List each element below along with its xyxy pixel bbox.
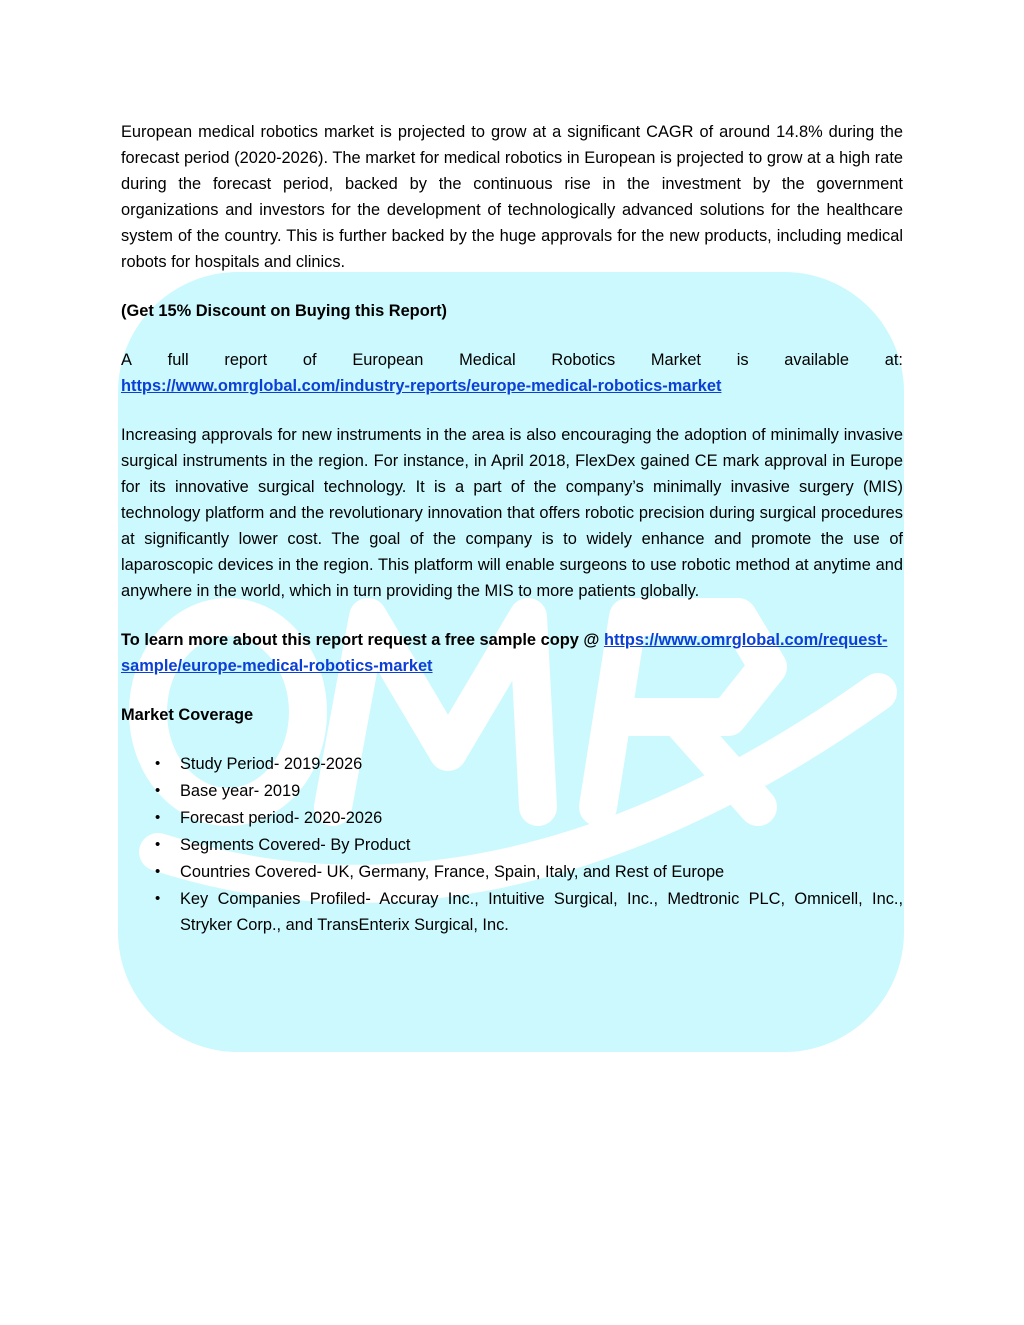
full-report-link[interactable]: https://www.omrglobal.com/industry-reports/europe-medical-robotics-market	[121, 377, 722, 395]
bullet-icon: •	[155, 755, 161, 772]
full-report-word: full	[167, 351, 189, 369]
list-item-text: Base year- 2019	[180, 782, 301, 800]
list-item	[121, 751, 903, 777]
full-report-word: report	[224, 351, 268, 369]
full-report-word: Medical	[459, 351, 516, 369]
full-report-word: is	[736, 351, 749, 369]
full-report-word: A	[121, 351, 132, 369]
sample-request-link[interactable]: https://www.omrglobal.com/request-sample/europe-medical-robotics-market	[121, 631, 888, 675]
list-item-text: Study Period- 2019-2026	[180, 755, 363, 773]
full-report-word: of	[302, 351, 317, 369]
full-report-sentence	[121, 347, 903, 373]
bullet-icon: •	[155, 809, 161, 826]
intro-paragraph: European medical robotics market is projected to grow at a significant CAGR of around 14.8% during the forecast period (2020-2026). The market for medical robotics in European is projected to grow at a high rate during the forecast period, backed by the continuous rise in the investment by the government organizations and investors for the development of technologically advanced solutions for the healthcare system of the country. This is further backed by the huge approvals for the new products, including medical robots for hospitals and clinics.	[121, 123, 903, 271]
full-report-word: at:	[884, 351, 903, 369]
sample-request	[121, 627, 903, 679]
list-item-text: Key Companies Profiled- Accuray Inc., Intuitive Surgical, Inc., Medtronic PLC, Omnicell, Inc., Stryker Corp., and TransEnterix Surgical, Inc.	[180, 890, 903, 934]
bullet-icon: •	[155, 890, 161, 907]
full-report-word: available	[784, 351, 849, 369]
bullet-icon: •	[155, 836, 161, 853]
bullet-icon: •	[155, 863, 161, 880]
coverage-list	[121, 751, 903, 938]
market-coverage-heading: Market Coverage	[121, 706, 254, 724]
list-item-text: Forecast period- 2020-2026	[180, 809, 383, 827]
full-report-block	[121, 347, 903, 399]
list-item	[121, 832, 903, 858]
list-item-text: Countries Covered- UK, Germany, France, Spain, Italy, and Rest of Europe	[180, 863, 725, 881]
list-item-text: Segments Covered- By Product	[180, 836, 411, 854]
list-item	[121, 859, 903, 885]
discount-offer: (Get 15% Discount on Buying this Report)	[121, 302, 448, 320]
list-item	[121, 778, 903, 804]
list-item	[121, 805, 903, 831]
bullet-icon: •	[155, 782, 161, 799]
full-report-word: European	[352, 351, 424, 369]
full-report-word: Market	[650, 351, 701, 369]
full-report-word: Robotics	[551, 351, 616, 369]
approvals-paragraph: Increasing approvals for new instruments in the area is also encouraging the adoption of minimally invasive surgical instruments in the region. For instance, in April 2018, FlexDex gained CE mark approval in Europe for its innovative surgical technology. It is a part of the company’s minimally invasive surgery (MIS) technology platform and the revolutionary innovation that offers robotic precision during surgical procedures at significantly lower cost. The goal of the company is to widely enhance and promote the use of laparoscopic devices in the region. This platform will enable surgeons to use robotic method at anytime and anywhere in the world, which in turn providing the MIS to more patients globally.	[121, 426, 903, 600]
sample-request-text: To learn more about this report request a free sample copy @	[121, 631, 604, 649]
list-item	[121, 886, 903, 938]
